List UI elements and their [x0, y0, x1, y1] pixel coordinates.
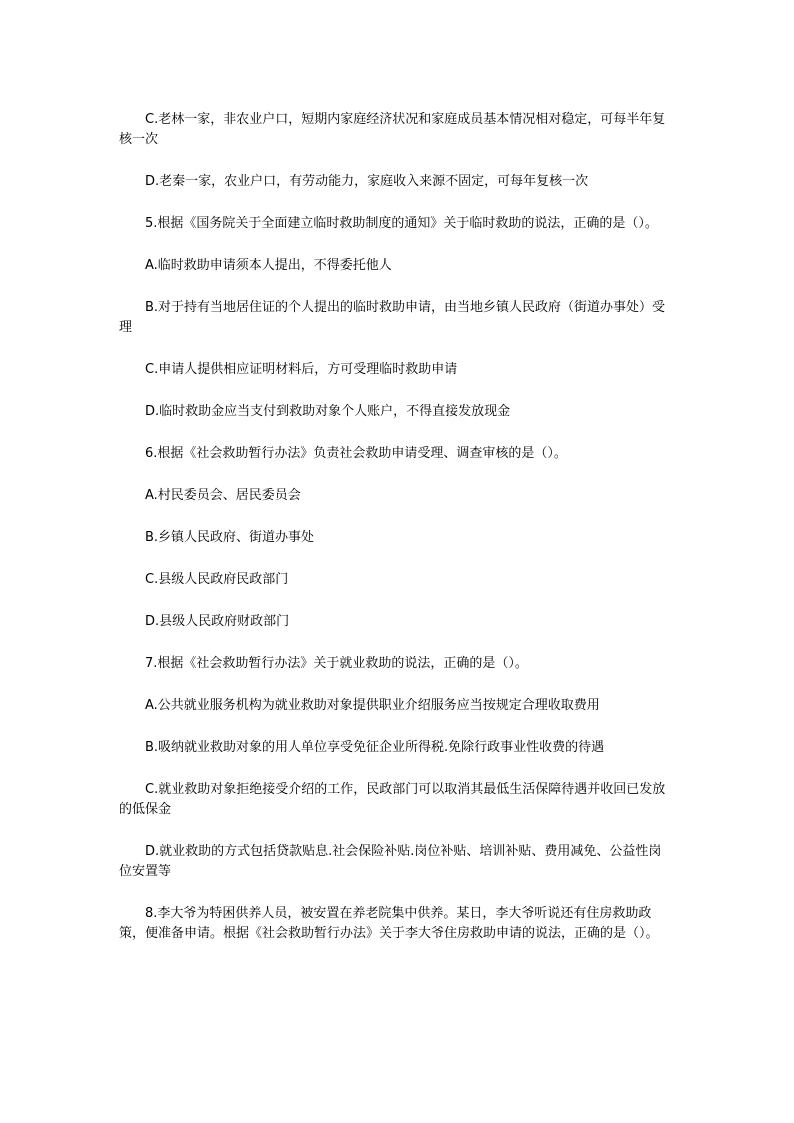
question-6: 6.根据《社会救助暂行办法》负责社会救助申请受理、调查审核的是（）。	[145, 446, 567, 461]
question-6-option-a: A.村民委员会、居民委员会	[145, 488, 301, 503]
question-6-option-d: D.县级人民政府财政部门	[145, 614, 290, 629]
document-body	[119, 110, 674, 966]
question-7-option-d: D.就业救助的方式包括贷款贴息.社会保险补贴.岗位补贴、培训补贴、费用减免、公益性岗位安置等	[119, 844, 662, 879]
question-7-option-a: A.公共就业服务机构为就业救助对象提供职业介绍服务应当按规定合理收取费用	[145, 698, 600, 713]
question-7-option-b: B.吸纳就业救助对象的用人单位享受免征企业所得税.免除行政事业性收费的待遇	[145, 740, 605, 755]
question-5-option-a: A.临时救助申请须本人提出，不得委托他人	[145, 258, 392, 273]
question-7: 7.根据《社会救助暂行办法》关于就业救助的说法，正确的是（）。	[145, 656, 528, 671]
question-6-option-b: B.乡镇人民政府、街道办事处	[145, 530, 315, 545]
question-6-option-c: C.县级人民政府民政部门	[145, 572, 289, 587]
question-8: 8.李大爷为特困供养人员，被安置在养老院集中供养。某日，李大爷听说还有住房救助政策，便准备申请。根据《社会救助暂行办法》关于李大爷住房救助申请的说法，正确的是（）。	[119, 906, 659, 941]
option-c-laolin: C.老林一家，非农业户口，短期内家庭经济状况和家庭成员基本情况相对稳定，可每半年复核一次	[119, 112, 666, 147]
option-d-laoqin: D.老秦一家，农业户口，有劳动能力，家庭收入来源不固定，可每年复核一次	[145, 174, 589, 189]
question-5-option-d: D.临时救助金应当支付到救助对象个人账户，不得直接发放现金	[145, 404, 511, 419]
question-5-option-c: C.申请人提供相应证明材料后，方可受理临时救助申请	[145, 362, 458, 377]
question-7-option-c: C.就业救助对象拒绝接受介绍的工作，民政部门可以取消其最低生活保障待遇并收回已发放的低保金	[119, 782, 666, 817]
question-5-option-b: B.对于持有当地居住证的个人提出的临时救助申请，由当地乡镇人民政府（街道办事处）受理	[119, 300, 666, 335]
question-5: 5.根据《国务院关于全面建立临时救助制度的通知》关于临时救助的说法，正确的是（）。	[145, 216, 658, 231]
